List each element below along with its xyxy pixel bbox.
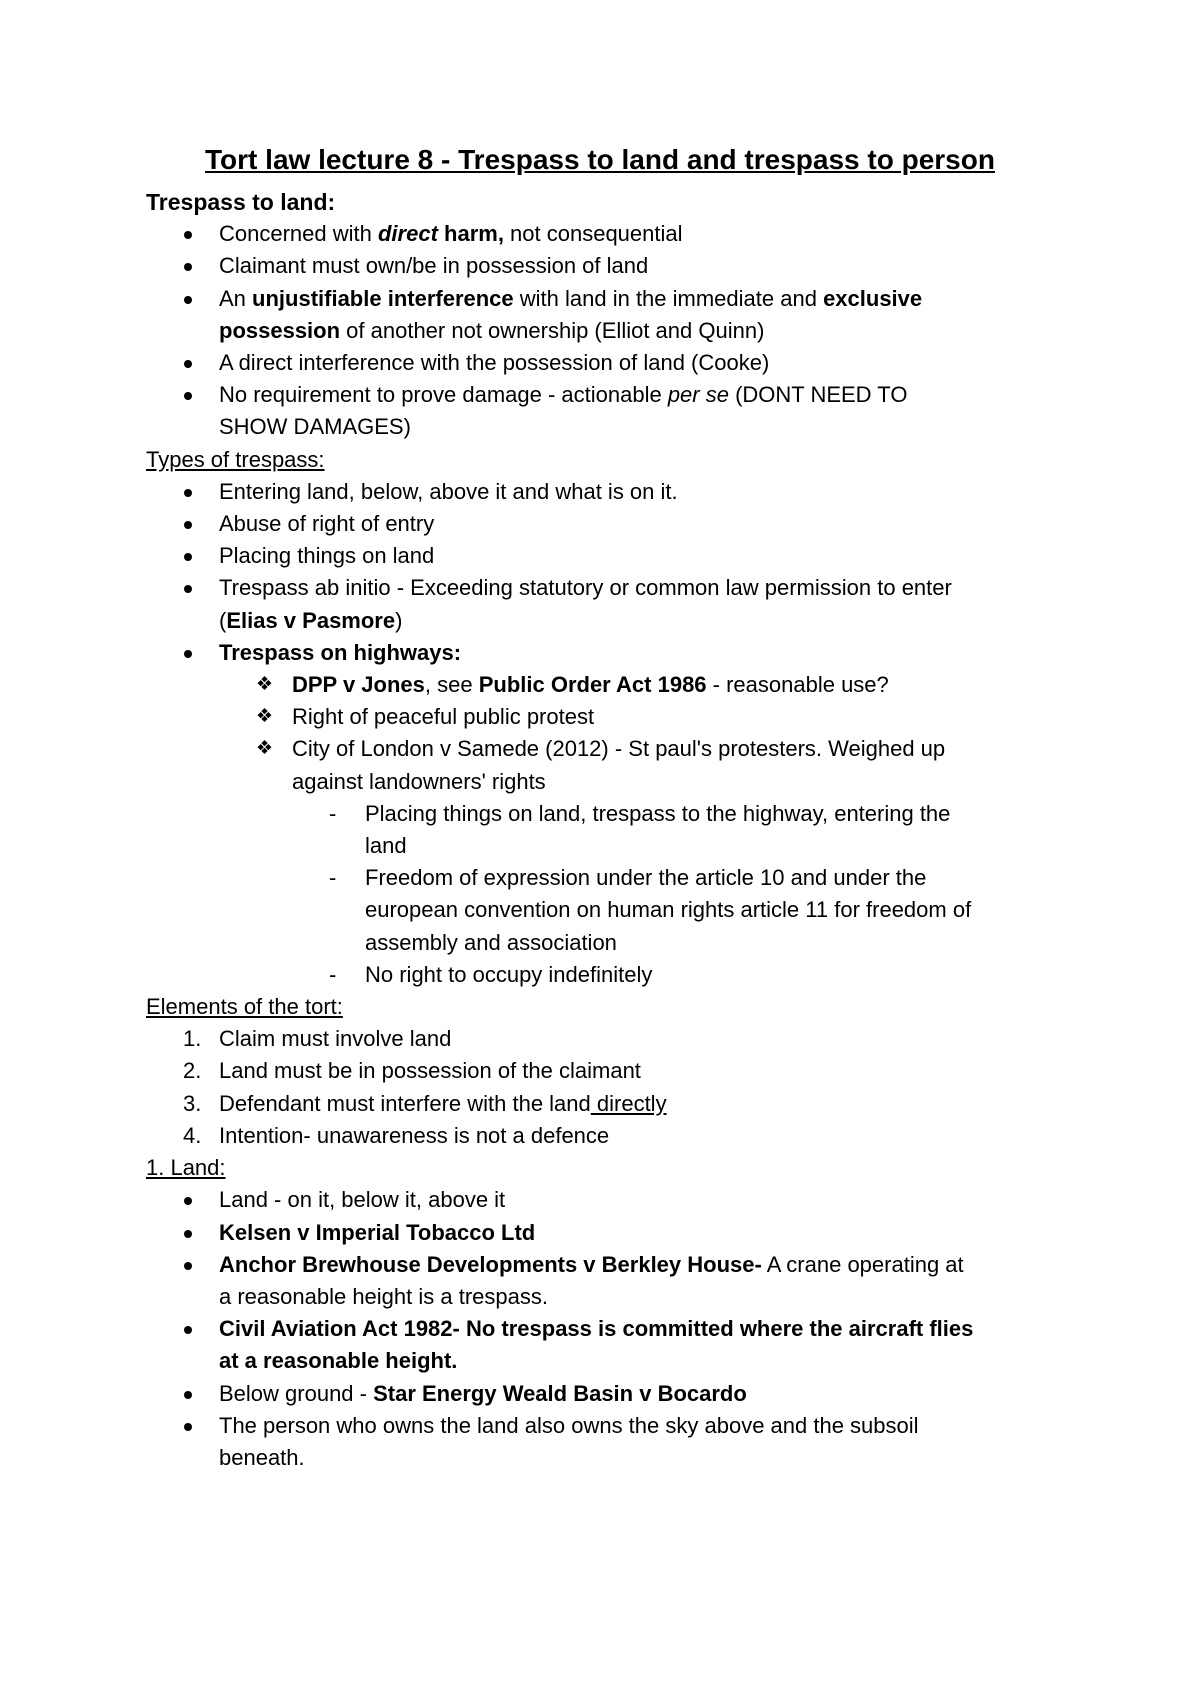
list-item: Placing things on land — [146, 540, 1076, 572]
list-item: Land - on it, below it, above it — [146, 1184, 1076, 1216]
sub-list-item: ❖ City of London v Samede (2012) - St paul's protesters. Weighed up against landowners' rights — [146, 733, 1076, 797]
list-item: Trespass on highways: — [146, 637, 1076, 669]
list-item: Anchor Brewhouse Developments v Berkley House- A crane operating at a reasonable height is a trespass. — [146, 1249, 1076, 1313]
item-number: 2. — [183, 1058, 202, 1084]
dash-bullet-icon: - — [329, 800, 337, 826]
list-item: Entering land, below, above it and what is on it. — [146, 476, 1076, 508]
bullet-icon — [184, 1262, 192, 1270]
list-item: Claimant must own/be in possession of land — [146, 250, 1076, 282]
list-item: The person who owns the land also owns the sky above and the subsoil beneath. — [146, 1410, 1076, 1474]
item-number: 1. — [183, 1026, 202, 1052]
item-number: 3. — [183, 1090, 202, 1116]
sub-list-item: ❖ Right of peaceful public protest — [146, 701, 1076, 733]
bullet-icon — [184, 521, 192, 529]
sub-list-item: ❖ DPP v Jones, see Public Order Act 1986 - reasonable use? — [146, 669, 1076, 701]
dash-bullet-icon: - — [329, 865, 337, 891]
bullet-icon — [184, 489, 192, 497]
diamond-bullet-icon: ❖ — [256, 674, 274, 696]
list-item: Kelsen v Imperial Tobacco Ltd — [146, 1217, 1076, 1249]
bullet-icon — [184, 231, 192, 239]
list-item: An unjustifiable interference with land in the immediate and exclusive possession of another not ownership (Elliot and Quinn) — [146, 283, 1076, 347]
section-heading-trespass-to-land: Trespass to land: — [146, 189, 336, 215]
bullet-icon — [184, 392, 192, 400]
list-item: A direct interference with the possession of land (Cooke) — [146, 347, 1076, 379]
bullet-icon — [184, 296, 192, 304]
page-title: Tort law lecture 8 - Trespass to land and trespass to person — [205, 144, 995, 175]
section-heading-types-of-trespass: Types of trespass: — [146, 446, 325, 472]
sub-sub-list-item: - Freedom of expression under the article 10 and under the european convention on human rights article 11 for freedom of assembly and association — [146, 862, 1076, 959]
bullet-icon — [184, 1391, 192, 1399]
section-heading-elements-of-the-tort: Elements of the tort: — [146, 994, 343, 1020]
bullet-icon — [184, 263, 192, 271]
numbered-item: 2. Land must be in possession of the claimant — [146, 1055, 1076, 1087]
list-item: Concerned with direct harm, not consequential — [146, 218, 1076, 250]
list-item: Abuse of right of entry — [146, 508, 1076, 540]
dash-bullet-icon: - — [329, 961, 337, 987]
bullet-icon — [184, 1230, 192, 1238]
numbered-item: 3. Defendant must interfere with the land directly — [146, 1088, 1076, 1120]
numbered-item: 1. Claim must involve land — [146, 1023, 1076, 1055]
sub-sub-list-item: - Placing things on land, trespass to the highway, entering the land — [146, 798, 1076, 862]
bullet-icon — [184, 650, 192, 658]
item-number: 4. — [183, 1122, 202, 1148]
diamond-bullet-icon: ❖ — [256, 706, 274, 728]
bullet-icon — [184, 585, 192, 593]
list-item: Below ground - Star Energy Weald Basin v Bocardo — [146, 1378, 1076, 1410]
list-item: No requirement to prove damage - actionable per se (DONT NEED TO SHOW DAMAGES) — [146, 379, 1076, 443]
bullet-icon — [184, 1326, 192, 1334]
bullet-icon — [184, 553, 192, 561]
bullet-icon — [184, 1197, 192, 1205]
numbered-item: 4. Intention- unawareness is not a defence — [146, 1120, 1076, 1152]
document-body — [146, 186, 1076, 1474]
bullet-icon — [184, 1423, 192, 1431]
list-item: Civil Aviation Act 1982- No trespass is committed where the aircraft flies at a reasonable height. — [146, 1313, 1076, 1377]
bullet-icon — [184, 360, 192, 368]
list-item: Trespass ab initio - Exceeding statutory or common law permission to enter (Elias v Pasmore) — [146, 572, 1076, 636]
diamond-bullet-icon: ❖ — [256, 738, 274, 760]
section-heading-land: 1. Land: — [146, 1155, 226, 1181]
sub-sub-list-item: - No right to occupy indefinitely — [146, 959, 1076, 991]
